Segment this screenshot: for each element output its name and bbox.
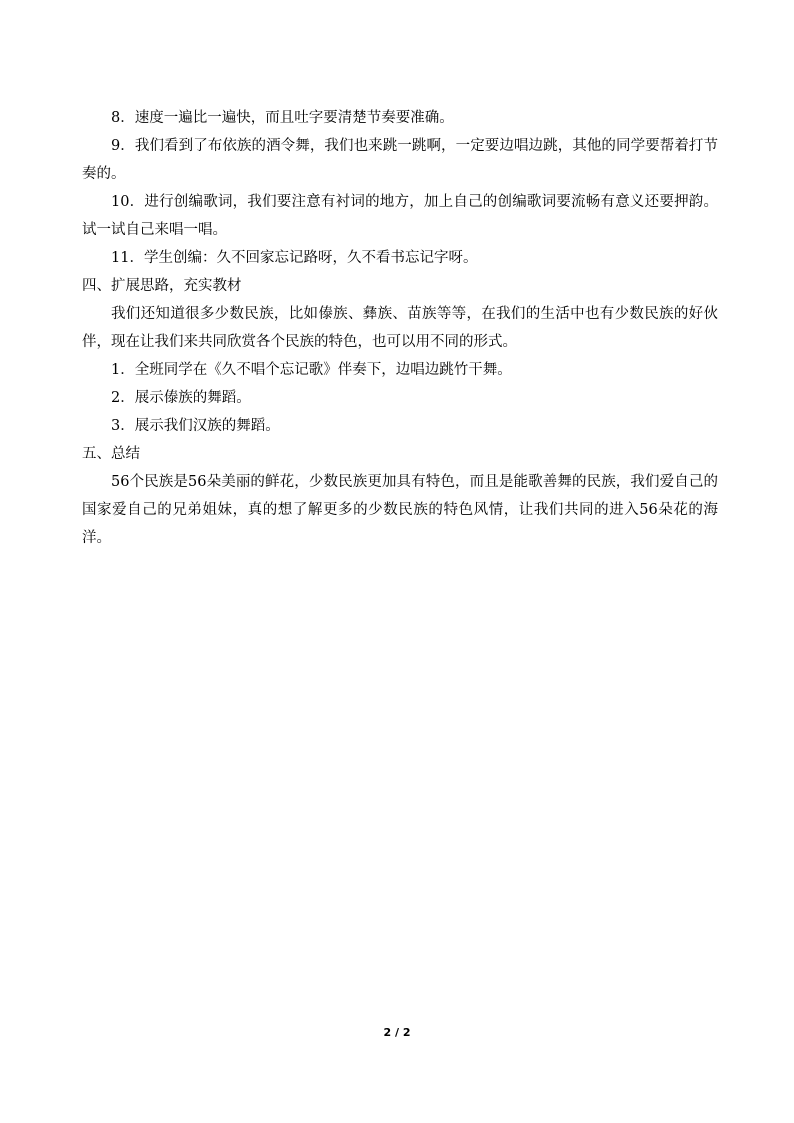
paragraph: 我们还知道很多少数民族，比如傣族、彝族、苗族等等，在我们的生活中也有少数民族的好伙伴，现在让我们来共同欣赏各个民族的特色，也可以用不同的形式。 <box>82 306 718 350</box>
section-heading: 四、扩展思路，充实教材 <box>82 278 242 294</box>
list-item: 9．我们看到了布依族的酒令舞，我们也来跳一跳啊，一定要边唱边跳，其他的同学要帮着打节奏的。 <box>82 138 718 182</box>
page-number: 2 / 2 <box>383 1026 411 1039</box>
list-item: 1．全班同学在《久不唱个忘记歌》伴奏下，边唱边跳竹干舞。 <box>111 362 512 378</box>
list-item: 3．展示我们汉族的舞蹈。 <box>111 418 280 434</box>
list-item: 8．速度一遍比一遍快，而且吐字要清楚节奏要准确。 <box>111 110 454 126</box>
list-item: 10．进行创编歌词，我们要注意有衬词的地方，加上自己的创编歌词要流畅有意义还要押韵。试一试自己来唱一唱。 <box>82 194 718 238</box>
section-heading: 五、总结 <box>82 446 140 462</box>
document-body <box>82 104 718 552</box>
list-item: 2．展示傣族的舞蹈。 <box>111 390 251 406</box>
list-item: 11．学生创编：久不回家忘记路呀，久不看书忘记字呀。 <box>111 250 478 266</box>
paragraph: 56个民族是56朵美丽的鲜花，少数民族更加具有特色，而且是能歌善舞的民族，我们爱自己的国家爱自己的兄弟姐妹，真的想了解更多的少数民族的特色风情，让我们共同的进入56朵花的海洋。 <box>82 474 718 546</box>
